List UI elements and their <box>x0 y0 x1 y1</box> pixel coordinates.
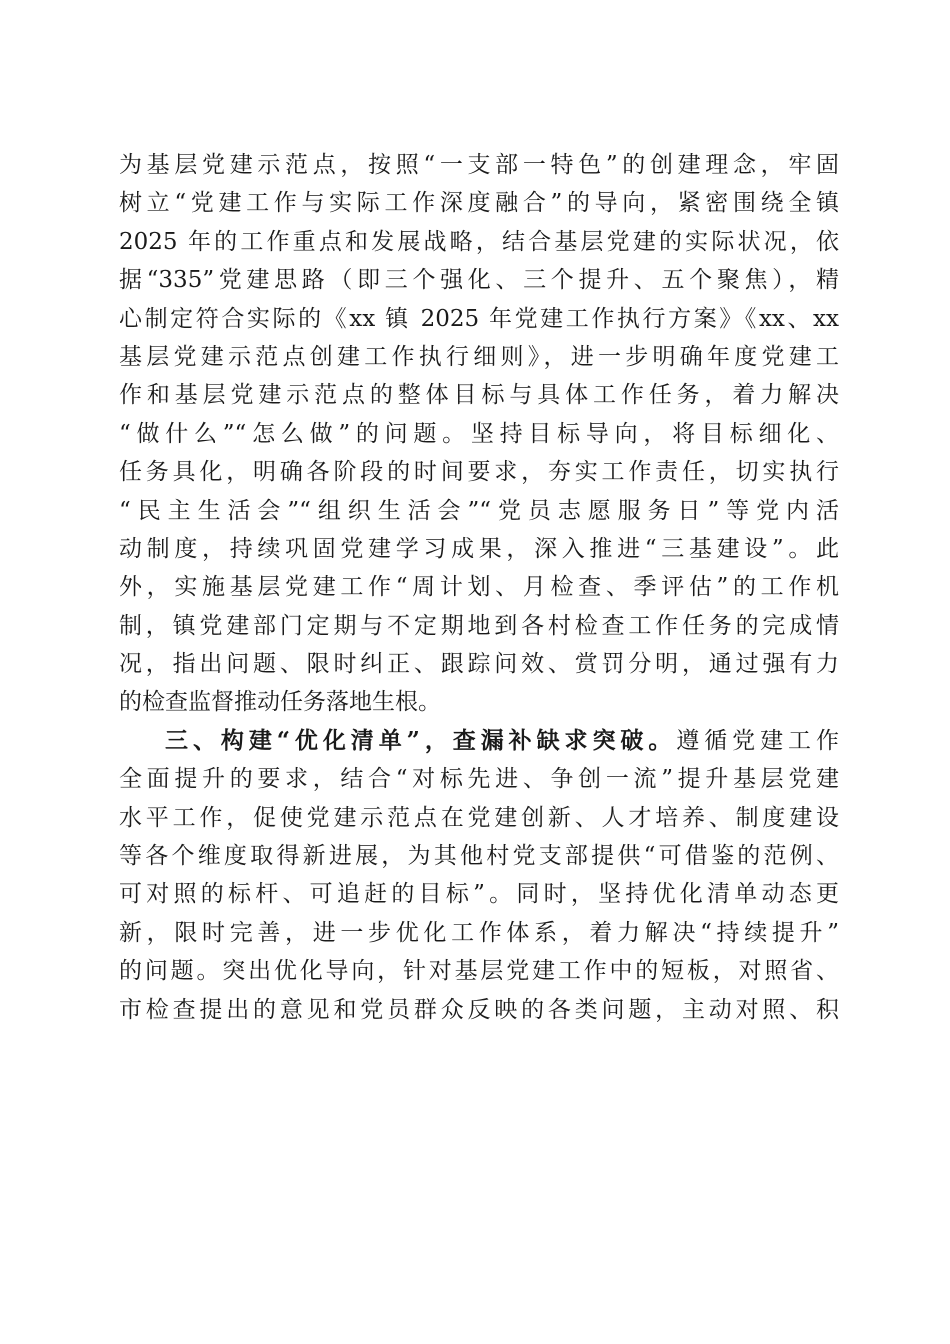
text-line: 等各个维度取得新进展，为其他村党支部提供“可借鉴的范例、 <box>119 843 839 870</box>
section-heading-line <box>119 722 839 760</box>
text-line: 的检查监督推动任务落地生根。 <box>119 689 441 716</box>
text-line: 为基层党建示范点，按照“一支部一特色”的创建理念，牢固 <box>119 152 839 178</box>
text-line: 水平工作，促使党建示范点在党建创新、人才培养、制度建设 <box>119 804 839 831</box>
text-line: 树立“党建工作与实际工作深度融合”的导向，紧密围绕全镇 <box>119 190 839 217</box>
text-line: 心制定符合实际的《xx 镇 2025 年党建工作执行方案》《xx、xx <box>119 305 839 332</box>
text-line: 据“335”党建思路（即三个强化、三个提升、五个聚焦），精 <box>119 267 839 294</box>
text-line: 可对照的标杆、可追赶的目标”。同时，坚持优化清单动态更 <box>119 881 839 908</box>
text-line: 新，限时完善，进一步优化工作体系，着力解决“持续提升” <box>119 919 839 946</box>
text-line: 基层党建示范点创建工作执行细则》，进一步明确年度党建工 <box>119 343 839 370</box>
document-body <box>119 146 839 1029</box>
text-line: 外，实施基层党建工作“周计划、月检查、季评估”的工作机 <box>119 574 839 601</box>
text-line: 任务具化，明确各阶段的时间要求，夯实工作责任，切实执行 <box>119 459 839 486</box>
section-heading: 三、构建“优化清单”，查漏补缺求突破。 <box>165 726 677 754</box>
text-line: 的问题。突出优化导向，针对基层党建工作中的短板，对照省、 <box>119 958 839 985</box>
text-line: 动制度，持续巩固党建学习成果，深入推进“三基建设”。此 <box>119 535 839 562</box>
text-line: 全面提升的要求，结合“对标先进、争创一流”提升基层党建 <box>119 766 839 793</box>
text-line: “民主生活会”“组织生活会”“党员志愿服务日”等党内活 <box>119 497 839 524</box>
text-line: 况，指出问题、限时纠正、跟踪问效、赏罚分明，通过强有力 <box>119 651 839 678</box>
heading-line-text: 遵循党建工作 <box>676 727 839 754</box>
text-line: 市检查提出的意见和党员群众反映的各类问题，主动对照、积 <box>119 996 839 1023</box>
text-line: 制，镇党建部门定期与不定期地到各村检查工作任务的完成情 <box>119 612 839 639</box>
text-line: 作和基层党建示范点的整体目标与具体工作任务，着力解决 <box>119 382 839 409</box>
text-line: 2025 年的工作重点和发展战略，结合基层党建的实际状况，依 <box>119 228 839 255</box>
text-line: “做什么”“怎么做”的问题。坚持目标导向，将目标细化、 <box>119 420 839 447</box>
